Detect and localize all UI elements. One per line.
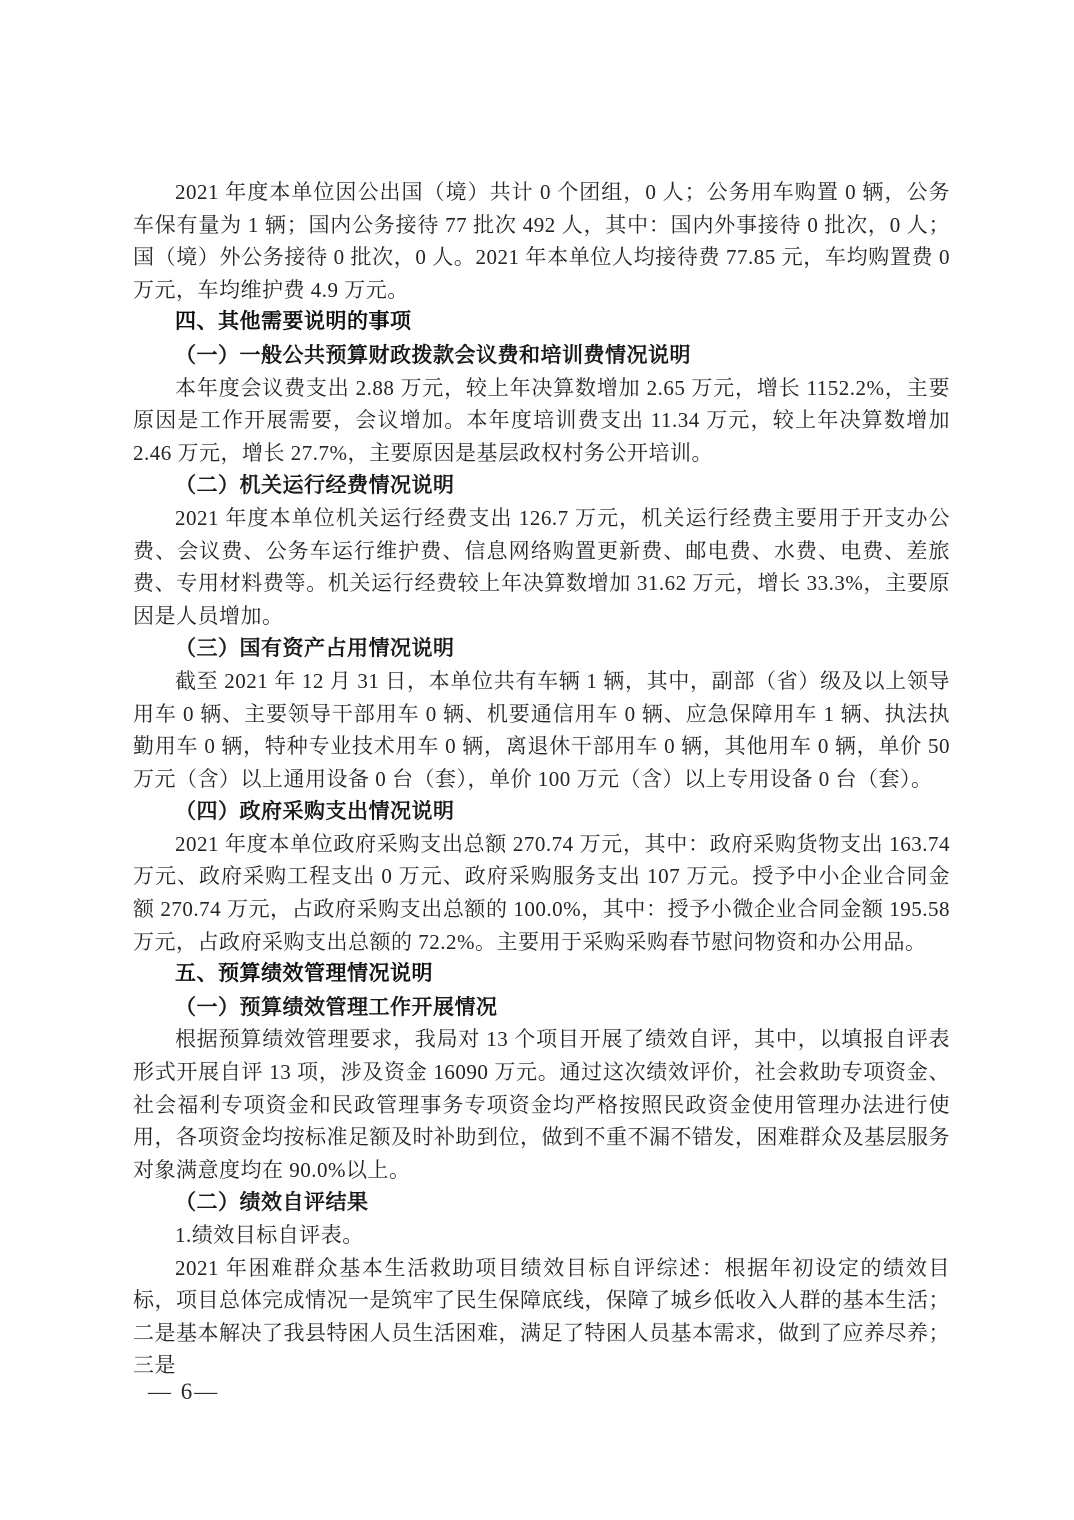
- sub-heading-5-1-performance-management-work: （一）预算绩效管理工作开展情况: [175, 994, 498, 1019]
- section-heading-4-other-matters: 四、其他需要说明的事项: [175, 310, 412, 334]
- sub-heading-4-1-meeting-training-fees: （一）一般公共预算财政拨款会议费和培训费情况说明: [175, 342, 691, 367]
- page-number: — 6—: [148, 1379, 220, 1404]
- sub-heading-4-4-government-procurement: （四）政府采购支出情况说明: [175, 799, 455, 824]
- sub-heading-4-3-state-assets: （三）国有资产占用情况说明: [175, 636, 455, 661]
- paragraph-official-travel-stats: 2021 年度本单位因公出国（境）共计 0 个团组，0 人；公务用车购置 0 辆，公务车保有量为 1 辆；国内公务接待 77 批次 492 人，其中：国内外事接待 0 批次，0 人；国（境）外公务接待 0 批次，0 人。2021 年本单位人均接待费 77.85 元，车均购置费 0 万元，车均维护费 4.9 万元。: [133, 180, 950, 302]
- sub-heading-5-2-self-evaluation-results: （二）绩效自评结果: [175, 1190, 369, 1215]
- paragraph-self-evaluation-table-item: 1.绩效目标自评表。: [175, 1223, 364, 1247]
- section-heading-5-budget-performance: 五、预算绩效管理情况说明: [175, 962, 433, 986]
- paragraph-performance-management-work: 根据预算绩效管理要求，我局对 13 个项目开展了绩效自评，其中，以填报自评表形式开展自评 13 项，涉及资金 16090 万元。通过这次绩效评价，社会救助专项资金、社会福利专项资金和民政管理事务专项资金均严格按照民政资金使用管理办法进行使用，各项资金均按标准足额及时补助到位，做到不重不漏不错发，困难群众及基层服务对象满意度均在 90.0%以上。: [133, 1027, 950, 1182]
- paragraph-state-assets: 截至 2021 年 12 月 31 日，本单位共有车辆 1 辆，其中，副部（省）级及以上领导用车 0 辆、主要领导干部用车 0 辆、机要通信用车 0 辆、应急保障用车 1 辆、执法执勤用车 0 辆，特种专业技术用车 0 辆，离退休干部用车 0 辆，其他用车 0 辆，单价 50 万元（含）以上通用设备 0 台（套），单价 100 万元（含）以上专用设备 0 台（套）。: [133, 668, 950, 791]
- paragraph-government-procurement: 2021 年度本单位政府采购支出总额 270.74 万元，其中：政府采购货物支出 163.74 万元、政府采购工程支出 0 万元、政府采购服务支出 107 万元。授予中小企业合同金额 270.74 万元，占政府采购支出总额的 100.0%，其中：授予小微企业合同金额 195.58 万元，占政府采购支出总额的 72.2%。主要用于采购采购春节慰问物资和办公用品。: [133, 831, 950, 954]
- paragraph-self-evaluation-summary: 2021 年困难群众基本生活救助项目绩效目标自评综述：根据年初设定的绩效目标，项目总体完成情况一是筑牢了民生保障底线，保障了城乡低收入人群的基本生活；二是基本解决了我县特困人员生活困难，满足了特困人员基本需求，做到了应养尽养；三是: [133, 1255, 950, 1378]
- paragraph-operating-expenses: 2021 年度本单位机关运行经费支出 126.7 万元，机关运行经费主要用于开支办公费、会议费、公务车运行维护费、信息网络购置更新费、邮电费、水费、电费、差旅费、专用材料费等。机关运行经费较上年决算数增加 31.62 万元，增长 33.3%，主要原因是人员增加。: [133, 505, 950, 628]
- sub-heading-4-2-operating-expenses: （二）机关运行经费情况说明: [175, 473, 455, 498]
- paragraph-meeting-training-fees: 本年度会议费支出 2.88 万元，较上年决算数增加 2.65 万元，增长 1152.2%，主要原因是工作开展需要，会议增加。本年度培训费支出 11.34 万元，较上年决算数增加 2.46 万元，增长 27.7%，主要原因是基层政权村务公开培训。: [133, 375, 950, 465]
- document-body: [133, 176, 950, 1382]
